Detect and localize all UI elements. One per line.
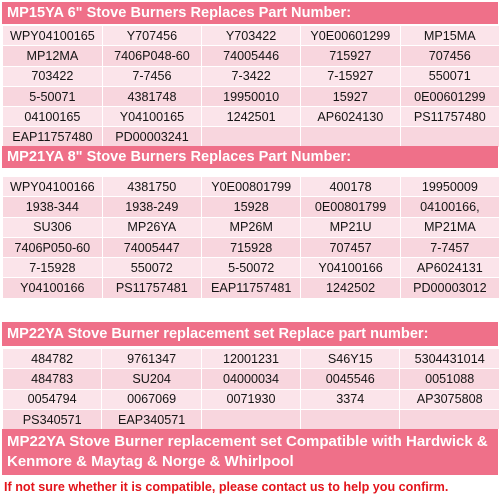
part-number-cell: 0071930 — [201, 389, 300, 409]
table-row — [3, 197, 500, 217]
part-number-cell: 0051088 — [400, 369, 500, 389]
table-row — [3, 369, 500, 389]
table-row — [3, 177, 500, 197]
part-number-cell: 0067069 — [102, 389, 202, 409]
part-number-cell: PS11757480 — [400, 107, 499, 127]
parts-table-mp22ya — [2, 348, 500, 430]
table-row — [3, 217, 500, 237]
empty-cell — [400, 409, 500, 429]
part-number-cell: PS340571 — [3, 409, 102, 429]
part-number-cell: AP6024131 — [400, 258, 499, 278]
part-number-cell: 12001231 — [201, 349, 300, 369]
part-number-cell: 5-50071 — [3, 86, 103, 106]
part-number-cell: 7-15927 — [301, 66, 401, 86]
part-number-cell: 484783 — [3, 369, 102, 389]
part-number-cell: 19950009 — [400, 177, 499, 197]
part-number-cell: 15928 — [201, 197, 301, 217]
part-number-cell: 550071 — [400, 66, 499, 86]
part-number-cell: 715928 — [201, 237, 301, 257]
table-row — [3, 127, 500, 147]
parts-table-mp15ya — [2, 25, 500, 148]
part-number-cell: 7-3422 — [202, 66, 301, 86]
table-row — [3, 66, 500, 86]
part-number-cell: 7406P048-60 — [102, 46, 201, 66]
part-number-cell: Y0E00601299 — [301, 26, 401, 46]
part-number-cell: 707456 — [400, 46, 499, 66]
part-number-cell: MP12MA — [3, 46, 103, 66]
table-row — [3, 389, 500, 409]
part-number-cell: 9761347 — [102, 349, 202, 369]
part-number-cell: EAP11757480 — [3, 127, 103, 147]
table-row — [3, 409, 500, 429]
part-number-cell: 15927 — [301, 86, 401, 106]
part-number-cell: 4381748 — [102, 86, 201, 106]
section-header-mp21ya — [2, 146, 498, 168]
table-row — [3, 107, 500, 127]
table-row — [3, 46, 500, 66]
part-number-cell: MP21U — [301, 217, 400, 237]
part-number-cell: 0045546 — [301, 369, 400, 389]
part-number-cell: 7-7457 — [400, 237, 499, 257]
part-number-cell: 19950010 — [202, 86, 301, 106]
part-number-cell: PS11757481 — [102, 278, 201, 298]
part-number-cell: 715927 — [301, 46, 401, 66]
part-number-cell: 1938-344 — [3, 197, 103, 217]
part-number-cell: WPY04100165 — [3, 26, 103, 46]
notice-text: If not sure whether it is compatible, please contact us to help you confirm. — [4, 480, 449, 494]
part-number-cell: 04100165 — [3, 107, 103, 127]
part-number-cell: 484782 — [3, 349, 102, 369]
empty-cell — [202, 127, 301, 147]
part-number-cell: MP15MA — [400, 26, 499, 46]
part-number-cell: SU204 — [102, 369, 202, 389]
part-number-cell: 0E00801799 — [301, 197, 400, 217]
compatibility-line-1: MP22YA Stove Burner replacement set Compatible with Hardwick & — [7, 433, 488, 450]
part-number-cell: 74005446 — [202, 46, 301, 66]
part-number-cell: AP6024130 — [301, 107, 401, 127]
part-number-cell: 5-50072 — [201, 258, 301, 278]
part-number-cell: 04000034 — [201, 369, 300, 389]
part-number-cell: Y703422 — [202, 26, 301, 46]
part-number-cell: WPY04100166 — [3, 177, 103, 197]
part-number-cell: SU306 — [3, 217, 103, 237]
empty-cell — [301, 409, 400, 429]
part-number-cell: 5304431014 — [400, 349, 500, 369]
section-header-mp15ya — [2, 2, 498, 24]
contact-notice — [4, 478, 498, 496]
empty-cell — [400, 127, 499, 147]
part-number-cell: Y04100166 — [3, 278, 103, 298]
empty-cell — [201, 409, 300, 429]
part-number-cell: 550072 — [102, 258, 201, 278]
part-number-cell: Y04100166 — [301, 258, 400, 278]
table-row — [3, 349, 500, 369]
part-number-cell: Y04100165 — [102, 107, 201, 127]
table-row — [3, 258, 500, 278]
part-number-cell: 0E00601299 — [400, 86, 499, 106]
compatibility-line-2: Kenmore & Maytag & Norge & Whirlpool — [7, 453, 294, 470]
section-title: MP21YA 8" Stove Burners Replaces Part Number: — [7, 149, 352, 165]
part-number-cell: PD00003241 — [102, 127, 201, 147]
table-row — [3, 26, 500, 46]
part-number-cell: 74005447 — [102, 237, 201, 257]
table-row — [3, 278, 500, 298]
empty-cell — [301, 127, 401, 147]
part-number-cell: 707457 — [301, 237, 400, 257]
part-number-cell: PD00003012 — [400, 278, 499, 298]
part-number-cell: 1242501 — [202, 107, 301, 127]
part-number-cell: 703422 — [3, 66, 103, 86]
parts-table-mp21ya — [2, 176, 500, 299]
part-number-cell: Y707456 — [102, 26, 201, 46]
part-number-cell: S46Y15 — [301, 349, 400, 369]
part-number-cell: MP26YA — [102, 217, 201, 237]
part-number-cell: 4381750 — [102, 177, 201, 197]
part-number-cell: 7-15928 — [3, 258, 103, 278]
part-number-cell: MP26M — [201, 217, 301, 237]
part-number-cell: 400178 — [301, 177, 400, 197]
section-title: MP22YA Stove Burner replacement set Replace part number: — [7, 326, 429, 342]
part-number-cell: EAP11757481 — [201, 278, 301, 298]
section-title: MP15YA 6" Stove Burners Replaces Part Number: — [7, 5, 352, 21]
part-number-cell: 7-7456 — [102, 66, 201, 86]
part-number-cell: Y0E00801799 — [201, 177, 301, 197]
part-number-cell: AP3075808 — [400, 389, 500, 409]
part-number-cell: MP21MA — [400, 217, 499, 237]
section-header-mp22ya — [2, 322, 498, 346]
part-number-cell: 3374 — [301, 389, 400, 409]
compatibility-banner — [2, 429, 498, 475]
part-number-cell: EAP340571 — [102, 409, 202, 429]
part-number-cell: 1938-249 — [102, 197, 201, 217]
table-row — [3, 237, 500, 257]
part-number-cell: 1242502 — [301, 278, 400, 298]
part-number-cell: 0054794 — [3, 389, 102, 409]
table-row — [3, 86, 500, 106]
part-number-cell: 7406P050-60 — [3, 237, 103, 257]
part-number-cell: 04100166, — [400, 197, 499, 217]
